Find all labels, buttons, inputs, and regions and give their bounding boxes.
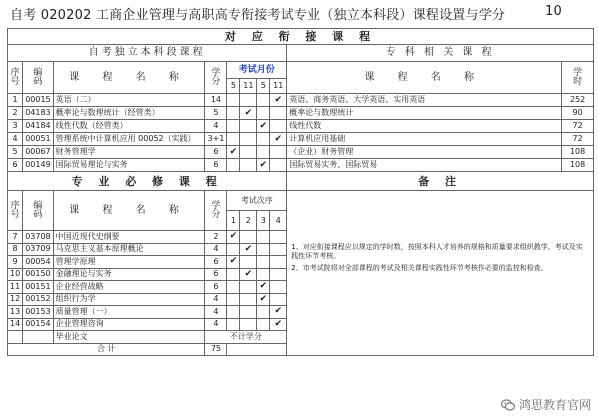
code-cell: 00154 xyxy=(23,318,53,331)
related-course-cell: （企业）财务管理 xyxy=(287,146,562,159)
check-mark: ✔ xyxy=(270,94,287,107)
code-cell: 00015 xyxy=(23,94,53,107)
month-header: 11 xyxy=(240,79,257,94)
seq-header xyxy=(8,62,23,94)
empty-check-cell xyxy=(227,120,240,133)
code-header xyxy=(23,62,53,94)
no-credit-cell: 不计学分 xyxy=(205,331,287,344)
month-header: 5 xyxy=(227,79,240,94)
related-course-cell: 国际贸易实务、国际贸易 xyxy=(287,159,562,172)
seq-header-top: 序 xyxy=(10,67,20,78)
empty-check-cell xyxy=(270,231,287,244)
hours-cell: 72 xyxy=(562,120,594,133)
code-cell xyxy=(23,331,53,344)
credit-cell: 4 xyxy=(205,120,227,133)
check-mark: ✔ xyxy=(227,231,240,244)
check-mark: ✔ xyxy=(257,281,270,294)
seq-cell: 12 xyxy=(8,293,23,306)
credit-cell: 2 xyxy=(205,231,227,244)
month-header: 5 xyxy=(257,79,270,94)
hours-cell: 72 xyxy=(562,133,594,146)
empty-check-cell xyxy=(227,243,240,256)
course-name-cell: 组织行为学 xyxy=(53,293,205,306)
required-header-row xyxy=(8,172,594,191)
notes-cell xyxy=(287,191,594,356)
course-name-cell: 质量管理（一） xyxy=(53,306,205,319)
bridge-row xyxy=(8,159,594,172)
required-header: 专 业 必 修 课 程 xyxy=(8,172,287,191)
empty-check-cell xyxy=(240,281,257,294)
course-name-cell: 金融理论与实务 xyxy=(53,268,205,281)
notes-header: 备 注 xyxy=(287,172,594,191)
course-table-container xyxy=(7,28,594,408)
check-mark: ✔ xyxy=(257,120,270,133)
code-cell: 04183 xyxy=(23,107,53,120)
course-name-cell: 企业管理咨询 xyxy=(53,318,205,331)
left-header: 自考独立本科段课程 xyxy=(8,45,287,62)
empty-check-cell xyxy=(240,94,257,107)
course-name-cell: 财务管理学 xyxy=(53,146,205,159)
credit-cell: 4 xyxy=(205,243,227,256)
code-cell: 03709 xyxy=(23,243,53,256)
empty-check-cell xyxy=(240,231,257,244)
empty-check-cell xyxy=(227,268,240,281)
seq-cell xyxy=(8,331,23,344)
empty-check-cell xyxy=(257,256,270,269)
seq-cell: 6 xyxy=(8,159,23,172)
code-cell: 00051 xyxy=(23,133,53,146)
req-seq-header-top: 序 xyxy=(10,200,20,211)
course-name-cell: 线性代数（经管类） xyxy=(53,120,205,133)
code-cell: 00149 xyxy=(23,159,53,172)
credit-cell: 6 xyxy=(205,281,227,294)
seq-cell: 5 xyxy=(8,146,23,159)
order-header: 4 xyxy=(270,211,287,231)
empty-check-cell xyxy=(257,94,270,107)
check-mark: ✔ xyxy=(270,133,287,146)
course-name-cell: 企业经营战略 xyxy=(53,281,205,294)
check-mark: ✔ xyxy=(270,306,287,319)
seq-header-bottom: 号 xyxy=(10,76,20,87)
order-header: 3 xyxy=(257,211,270,231)
empty-check-cell xyxy=(240,146,257,159)
empty-check-cell xyxy=(270,281,287,294)
check-mark: ✔ xyxy=(240,107,257,120)
empty-check-cell xyxy=(240,306,257,319)
empty-check-cell xyxy=(257,231,270,244)
credit-cell: 6 xyxy=(205,159,227,172)
credit-cell: 14 xyxy=(205,94,227,107)
empty-check-cell xyxy=(257,146,270,159)
seq-cell: 13 xyxy=(8,306,23,319)
check-mark: ✔ xyxy=(270,318,287,331)
course-name-cell: 国际贸易理论与实务 xyxy=(53,159,205,172)
check-mark: ✔ xyxy=(257,159,270,172)
section-header-row xyxy=(8,45,594,62)
seq-cell: 8 xyxy=(8,243,23,256)
related-course-cell: 英语、商务英语、大学英语、实用英语 xyxy=(287,94,562,107)
empty-check-cell xyxy=(270,243,287,256)
req-code-header-bottom: 码 xyxy=(33,209,43,220)
course-name-cell: 管理学原理 xyxy=(53,256,205,269)
hours-cell: 252 xyxy=(562,94,594,107)
code-cell: 03708 xyxy=(23,231,53,244)
empty-check-cell xyxy=(257,306,270,319)
hours-header xyxy=(562,62,594,94)
req-credit-header-bottom: 分 xyxy=(211,209,221,220)
seq-cell: 3 xyxy=(8,120,23,133)
course-name-cell: 中国近现代史纲要 xyxy=(53,231,205,244)
seq-cell: 4 xyxy=(8,133,23,146)
empty-check-cell xyxy=(227,159,240,172)
code-header-top: 编 xyxy=(33,67,43,78)
code-cell: 00152 xyxy=(23,293,53,306)
empty-check-cell xyxy=(240,318,257,331)
empty-check-cell xyxy=(240,120,257,133)
code-cell: 00067 xyxy=(23,146,53,159)
empty-check-cell xyxy=(270,268,287,281)
code-header xyxy=(23,191,53,231)
month-header: 11 xyxy=(270,79,287,94)
page-title-text: 自考 020202 工商企业管理与高职高专衔接考试专业（独立本科段）课程设置与学分 xyxy=(10,8,506,23)
seq-cell: 9 xyxy=(8,256,23,269)
credit-header xyxy=(205,62,227,94)
right-header: 专 科 相 关 课 程 xyxy=(287,45,594,62)
hours-cell: 108 xyxy=(562,146,594,159)
credit-cell: 4 xyxy=(205,306,227,319)
empty-check-cell xyxy=(257,133,270,146)
column-header-row xyxy=(8,62,594,79)
credit-cell: 5 xyxy=(205,107,227,120)
empty-check-cell xyxy=(270,146,287,159)
watermark xyxy=(500,396,591,413)
note-line: 2、市考试院将对全部课程的考试及相关课程实践性环节考核作必要的监控和检查。 xyxy=(291,263,548,272)
required-column-header-row xyxy=(8,191,594,211)
page-number: 10 xyxy=(545,4,562,19)
empty-check-cell xyxy=(240,159,257,172)
top-header: 对 应 衔 接 课 程 xyxy=(8,29,594,45)
req-seq-header-bottom: 号 xyxy=(10,209,20,220)
empty-check-cell xyxy=(227,318,240,331)
related-course-cell: 线性代数 xyxy=(287,120,562,133)
seq-header xyxy=(8,191,23,231)
bridge-row xyxy=(8,133,594,146)
hours-header-bottom: 时 xyxy=(573,76,583,87)
credit-cell: 6 xyxy=(205,268,227,281)
related-course-cell: 计算机应用基础 xyxy=(287,133,562,146)
bridge-row xyxy=(8,94,594,107)
credit-header xyxy=(205,191,227,231)
empty-check-cell xyxy=(270,256,287,269)
course-name-cell: 概率论与数理统计（经管类） xyxy=(53,107,205,120)
empty-check-cell xyxy=(270,107,287,120)
empty-check-cell xyxy=(227,107,240,120)
seq-cell: 7 xyxy=(8,231,23,244)
empty-check-cell xyxy=(240,293,257,306)
check-mark: ✔ xyxy=(227,256,240,269)
empty-check-cell xyxy=(257,243,270,256)
seq-cell: 2 xyxy=(8,107,23,120)
empty-check-cell xyxy=(257,107,270,120)
course-name-cell: 马克思主义基本原理概论 xyxy=(53,243,205,256)
course-name-cell: 毕业论文 xyxy=(53,331,205,344)
code-cell: 00153 xyxy=(23,306,53,319)
empty-check-cell xyxy=(270,293,287,306)
empty-check-cell xyxy=(227,94,240,107)
code-cell: 00054 xyxy=(23,256,53,269)
credit-cell: 6 xyxy=(205,146,227,159)
seq-cell: 1 xyxy=(8,94,23,107)
bridge-row xyxy=(8,146,594,159)
page-title xyxy=(10,4,590,23)
credit-header-top: 学 xyxy=(211,67,221,78)
empty-check-cell xyxy=(270,159,287,172)
code-cell: 00151 xyxy=(23,281,53,294)
credit-cell: 4 xyxy=(205,318,227,331)
seq-cell: 14 xyxy=(8,318,23,331)
code-cell: 04184 xyxy=(23,120,53,133)
empty-check-cell xyxy=(227,293,240,306)
hours-cell: 108 xyxy=(562,159,594,172)
empty-check-cell xyxy=(257,318,270,331)
hours-header-top: 学 xyxy=(573,67,583,78)
related-course-name-header: 课 程 名 称 xyxy=(287,62,562,94)
empty-check-cell xyxy=(227,306,240,319)
course-name-cell: 管理系统中计算机应用 00052（实践） xyxy=(53,133,205,146)
req-credit-header-top: 学 xyxy=(211,200,221,211)
total-empty xyxy=(227,343,287,355)
course-name-cell: 英语（二） xyxy=(53,94,205,107)
code-cell: 00150 xyxy=(23,268,53,281)
credit-header-bottom: 分 xyxy=(211,76,221,87)
exam-order-header: 考试次序 xyxy=(227,191,287,211)
credit-cell: 3+1 xyxy=(205,133,227,146)
course-name-header: 课 程 名 称 xyxy=(53,191,205,231)
check-mark: ✔ xyxy=(257,293,270,306)
empty-check-cell xyxy=(240,133,257,146)
empty-check-cell xyxy=(257,268,270,281)
check-mark: ✔ xyxy=(227,146,240,159)
empty-check-cell xyxy=(227,133,240,146)
watermark-text: 鸿思教育官网 xyxy=(518,398,591,412)
wechat-icon xyxy=(500,397,516,413)
bridge-row xyxy=(8,107,594,120)
req-code-header-top: 编 xyxy=(33,200,43,211)
bridge-row xyxy=(8,120,594,133)
order-header: 2 xyxy=(240,211,257,231)
course-name-header: 课 程 名 称 xyxy=(53,62,205,94)
exam-month-header: 考试月份 xyxy=(227,62,287,79)
seq-cell: 10 xyxy=(8,268,23,281)
empty-check-cell xyxy=(227,281,240,294)
empty-check-cell xyxy=(270,120,287,133)
check-mark: ✔ xyxy=(240,268,257,281)
related-course-cell: 概率论与数理统计 xyxy=(287,107,562,120)
credit-cell: 4 xyxy=(205,293,227,306)
check-mark: ✔ xyxy=(240,243,257,256)
total-label: 合 计 xyxy=(8,343,205,355)
credit-cell: 6 xyxy=(205,256,227,269)
order-header: 1 xyxy=(227,211,240,231)
note-line: 1、对应衔接课程应以规定的学时数，按照本科人才培养的规格和质量要求组织教学、考试及实践性环节考核。 xyxy=(291,243,583,260)
total-credit: 75 xyxy=(205,343,227,355)
seq-cell: 11 xyxy=(8,281,23,294)
top-header-row xyxy=(8,29,594,45)
code-header-bottom: 码 xyxy=(33,76,43,87)
empty-check-cell xyxy=(240,256,257,269)
course-table xyxy=(7,28,594,356)
hours-cell: 90 xyxy=(562,107,594,120)
